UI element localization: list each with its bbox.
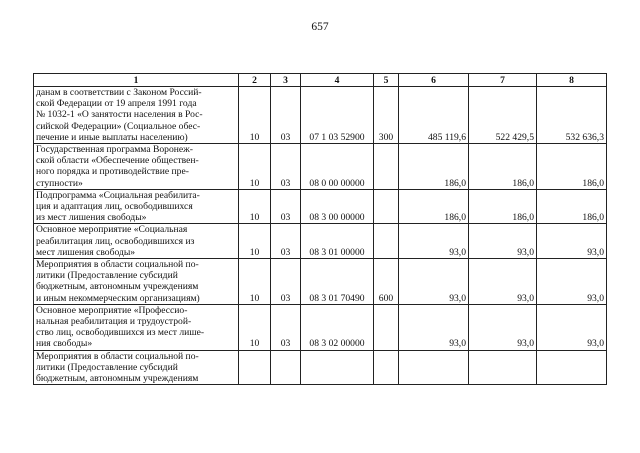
row-pr: 03 — [271, 189, 301, 224]
row-csr: 08 3 01 70490 — [301, 259, 374, 305]
header-col-vr: 5 — [374, 74, 399, 87]
row-year3 — [537, 350, 607, 385]
row-vr — [374, 224, 399, 259]
header-col-year2: 7 — [469, 74, 537, 87]
row-year2: 186,0 — [469, 189, 537, 224]
row-csr: 08 3 02 00000 — [301, 304, 374, 350]
row-year1: 485 119,6 — [399, 87, 469, 144]
row-rz: 10 — [239, 144, 271, 190]
row-rz: 10 — [239, 259, 271, 305]
header-col-year3: 8 — [537, 74, 607, 87]
row-year2 — [469, 350, 537, 385]
table-row — [34, 304, 607, 350]
row-vr — [374, 189, 399, 224]
row-year3: 186,0 — [537, 189, 607, 224]
row-name: Мероприятия в области социальной по- литики (Предоставление субсидий бюджетным, автономным учреждениям и иным некоммерческим организациям) — [34, 259, 239, 305]
table-row — [34, 350, 607, 385]
row-pr: 03 — [271, 304, 301, 350]
header-col-name: 1 — [34, 74, 239, 87]
row-csr: 08 0 00 00000 — [301, 144, 374, 190]
row-csr: 08 3 00 00000 — [301, 189, 374, 224]
row-vr: 600 — [374, 259, 399, 305]
row-year3: 93,0 — [537, 304, 607, 350]
table-row — [34, 87, 607, 144]
row-year1: 93,0 — [399, 259, 469, 305]
header-col-year1: 6 — [399, 74, 469, 87]
row-year1: 186,0 — [399, 189, 469, 224]
row-rz: 10 — [239, 87, 271, 144]
row-year2: 522 429,5 — [469, 87, 537, 144]
row-csr — [301, 350, 374, 385]
row-pr — [271, 350, 301, 385]
table-row — [34, 144, 607, 190]
row-name: Основное мероприятие «Профессио- нальная реабилитация и трудоустрой- ство лиц, освободившихся из мест лише- ния свободы» — [34, 304, 239, 350]
row-vr — [374, 304, 399, 350]
header-col-rz: 2 — [239, 74, 271, 87]
row-year3: 532 636,3 — [537, 87, 607, 144]
row-pr: 03 — [271, 259, 301, 305]
row-pr: 03 — [271, 224, 301, 259]
row-year1: 93,0 — [399, 224, 469, 259]
row-vr — [374, 350, 399, 385]
table-row — [34, 189, 607, 224]
row-name: Подпрограмма «Социальная реабилита- ция и адаптация лиц, освободившихся из мест лишения свободы» — [34, 189, 239, 224]
row-rz: 10 — [239, 304, 271, 350]
row-year2: 93,0 — [469, 304, 537, 350]
header-col-csr: 4 — [301, 74, 374, 87]
row-name: Основное мероприятие «Социальная реабилитация лиц, освободившихся из мест лишения свободы» — [34, 224, 239, 259]
row-csr: 08 3 01 00000 — [301, 224, 374, 259]
row-year2: 93,0 — [469, 259, 537, 305]
row-rz: 10 — [239, 189, 271, 224]
row-pr: 03 — [271, 144, 301, 190]
header-row — [34, 74, 607, 87]
row-vr — [374, 144, 399, 190]
table-row — [34, 224, 607, 259]
page-number: 657 — [311, 21, 329, 33]
row-name: Государственная программа Воронеж- ской области «Обеспечение обществен- ного порядка и противодействие пре- ступности» — [34, 144, 239, 190]
row-pr: 03 — [271, 87, 301, 144]
budget-table — [33, 73, 607, 385]
row-year2: 93,0 — [469, 224, 537, 259]
row-vr: 300 — [374, 87, 399, 144]
row-rz: 10 — [239, 224, 271, 259]
header-col-pr: 3 — [271, 74, 301, 87]
row-csr: 07 1 03 52900 — [301, 87, 374, 144]
row-year1: 186,0 — [399, 144, 469, 190]
row-year3: 93,0 — [537, 224, 607, 259]
row-year3: 93,0 — [537, 259, 607, 305]
row-rz — [239, 350, 271, 385]
row-year3: 186,0 — [537, 144, 607, 190]
table-row — [34, 259, 607, 305]
row-year1 — [399, 350, 469, 385]
row-year2: 186,0 — [469, 144, 537, 190]
row-year1: 93,0 — [399, 304, 469, 350]
row-name: Мероприятия в области социальной по- литики (Предоставление субсидий бюджетным, автономным учреждениям — [34, 350, 239, 385]
row-name: данам в соответствии с Законом Россий- ской Федерации от 19 апреля 1991 года № 1032-1 «О занятости населения в Рос- сийской Федерации» (Социальное обес- печение и иные выплаты населению) — [34, 87, 239, 144]
